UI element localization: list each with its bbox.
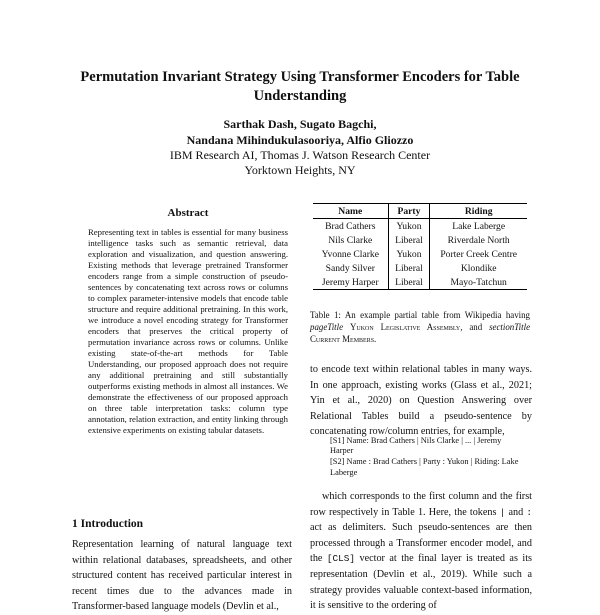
affiliation: IBM Research AI, Thomas J. Watson Research Center — [169, 148, 431, 162]
table-row — [313, 219, 527, 234]
table-row — [313, 275, 527, 290]
body-paragraph-2 — [310, 489, 532, 614]
caption-pagetitle-value: Yukon Legislative Assembly — [349, 322, 461, 333]
table-header-cell: Riding — [464, 205, 493, 217]
table-cell: Yukon — [388, 247, 430, 261]
location: Yorktown Heights, NY — [244, 163, 356, 177]
text-run: which corresponds to the first column and the first row respectively in Table 1. Here, the tokens — [310, 491, 532, 518]
table-cell: Jeremy Harper — [321, 276, 379, 288]
table-header-row — [313, 204, 527, 219]
table-caption — [310, 309, 530, 346]
text-run: and — [505, 506, 527, 518]
text-run: act as delimiters. Such pseudo-sentences are then processed through a Transformer encoder model, and the — [310, 522, 532, 565]
token-colon: : — [526, 506, 532, 518]
table-cell: Liberal — [388, 233, 430, 247]
pseudo-sentence-examples — [330, 436, 520, 479]
caption-end: . — [374, 334, 377, 345]
author-list — [40, 116, 560, 148]
caption-pagetitle-label: pageTitle — [310, 322, 344, 333]
table-row — [313, 247, 527, 261]
text-run: vector at the final layer is treated as its representation (Devlin et al., 2019). While such a strategy provides valuable context-based information, it is sensitive to the ordering of — [310, 553, 532, 612]
introduction-body — [72, 537, 292, 615]
caption-sectiontitle-label: sectionTitle — [489, 322, 531, 333]
table-cell: Lake Laberge — [452, 220, 506, 232]
paragraph-text — [310, 489, 532, 614]
example-table — [313, 203, 527, 290]
table-header-cell: Name — [338, 205, 363, 217]
table-cell: Sandy Silver — [325, 262, 375, 274]
table-header-cell: Party — [388, 204, 430, 219]
token-pipe: | — [499, 506, 506, 518]
table-cell: Riverdale North — [447, 234, 510, 246]
caption-prefix: Table 1: An example partial table from Wikipedia having — [310, 310, 530, 320]
paragraph-text: to encode text within relational tables in many ways. In one approach, existing works (Glass et al., 2021; Yin et al., 2020) on Question Answering over Relational Tables build a pseudo-sentence by concatenating row/column entries, for example, — [310, 364, 532, 438]
table-row — [313, 261, 527, 275]
section-heading-introduction: 1 Introduction — [72, 518, 144, 530]
authors-line-2: Nandana Mihindukulasooriya, Alfio Gliozzo — [186, 133, 414, 147]
table-cell: Mayo-Tatchun — [450, 276, 507, 288]
table-cell: Klondike — [460, 262, 497, 274]
affiliation-block — [40, 148, 560, 178]
table-cell: Liberal — [388, 261, 430, 275]
example-s2: [S2] Name : Brad Cathers | Party : Yukon | Riding: Lake Laberge — [330, 457, 519, 477]
caption-mid: , and — [460, 322, 490, 333]
table-cell: Porter Creek Centre — [440, 248, 518, 260]
abstract-body — [88, 227, 288, 436]
table-row — [313, 233, 527, 247]
abstract-heading: Abstract — [167, 207, 209, 219]
paper-title: Permutation Invariant Strategy Using Transformer Encoders for Table Understanding — [80, 69, 520, 104]
example-s1: [S1] Name: Brad Cathers | Nils Clarke | ... | Jeremy Harper — [330, 436, 502, 456]
abstract-text: Representing text in tables is essential for many business intelligence tasks such as semantic retrieval, data exploration and visualization, and question answering. Existing methods that leverage pretrained Transformer encoders range from a simple construction of pseudo-sentences by concatenating text across rows or columns to complex parameter-intensive models that encode table structure and require additional pretraining. In this work, we introduce a novel encoding strategy for Transformer encoders that preserves the critical property of permutation invariance across rows or columns. Unlike existing state-of-the-art methods for Table Understanding, our proposed approach does not require any additional pretraining and still substantially outperforms existing methods in almost all instances. We demonstrate the effectiveness of our proposed approach on three table interpretation tasks: column type annotation, relation extraction, and entity linking through extensive experiments on existing tabular datasets. — [88, 227, 288, 435]
body-paragraph-1 — [310, 362, 532, 440]
token-cls: [CLS] — [326, 553, 356, 565]
table-cell: Yvonne Clarke — [321, 248, 379, 260]
caption-sectiontitle-value: Current Members — [310, 334, 375, 345]
table-cell: Yukon — [388, 219, 430, 234]
table-cell: Nils Clarke — [328, 234, 373, 246]
table-cell: Brad Cathers — [325, 220, 376, 232]
intro-text: Representation learning of natural language text within relational databases, spreadsheets, and other structured content has received particular interest in recent times due to the advances made in Transformer-based language models (Devlin et al., — [72, 539, 292, 613]
authors-line-1: Sarthak Dash, Sugato Bagchi, — [223, 117, 377, 131]
table-cell: Liberal — [388, 275, 430, 290]
